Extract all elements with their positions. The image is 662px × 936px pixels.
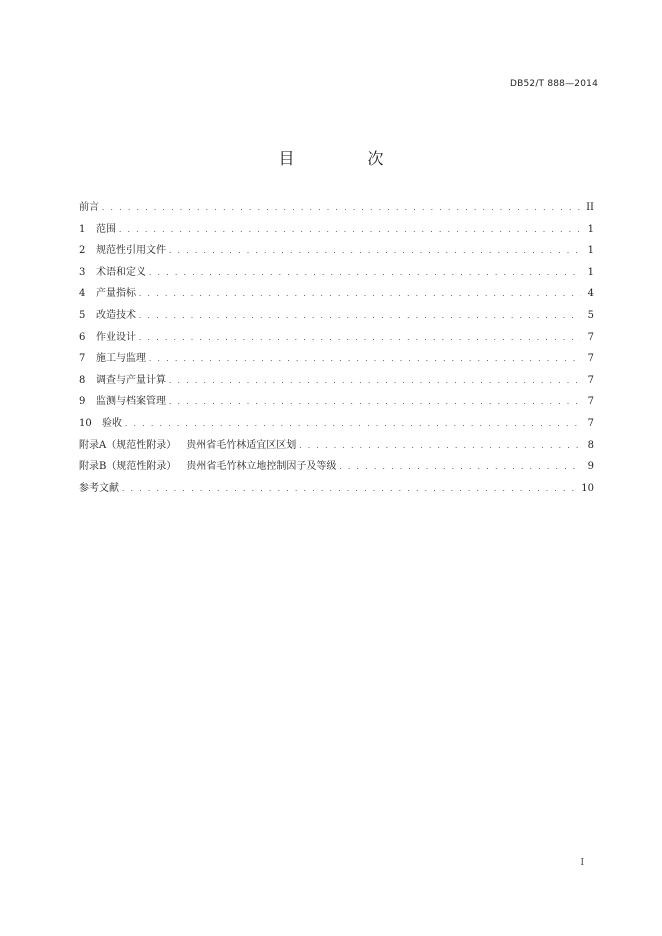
toc-entry-number: 9	[79, 396, 86, 408]
toc-entry-bibliography[interactable]	[79, 479, 594, 501]
toc-entry-label: 规范性引用文件	[96, 245, 166, 257]
toc-entry-label: 参考文献	[79, 482, 119, 494]
dot-leader	[119, 226, 581, 234]
dot-leader	[169, 377, 581, 385]
dot-leader	[149, 269, 581, 277]
dot-leader	[139, 334, 581, 342]
toc-entry-label: 施工与监理	[96, 353, 146, 365]
toc-entry-scope[interactable]	[79, 220, 594, 242]
dot-leader	[102, 204, 581, 212]
toc-page-number: 4	[587, 288, 594, 300]
table-of-contents	[79, 198, 594, 500]
toc-page-number: 7	[587, 331, 594, 343]
toc-entry-label: 术语和定义	[96, 266, 146, 278]
toc-entry-construction-supervision[interactable]	[79, 349, 594, 371]
appendix-title: 贵州省毛竹林适宜区区划	[186, 439, 297, 451]
toc-entry-label: 产量指标	[96, 288, 136, 300]
toc-page-number: 8	[587, 439, 594, 451]
dot-leader	[169, 247, 581, 255]
toc-entry-yield-indicators[interactable]	[79, 284, 594, 306]
toc-entry-label: 前言	[79, 202, 99, 213]
toc-entry-improvement-techniques[interactable]	[79, 306, 594, 328]
dot-leader	[299, 442, 581, 450]
dot-leader	[149, 355, 581, 363]
toc-entry-operation-design[interactable]	[79, 328, 594, 350]
toc-page-number: II	[586, 202, 594, 213]
toc-entry-label: 作业设计	[96, 331, 136, 343]
toc-entry-number: 8	[79, 374, 86, 386]
dot-leader	[125, 420, 581, 428]
document-code: DB52/T 888—2014	[509, 79, 598, 89]
toc-entry-foreword[interactable]	[79, 198, 594, 220]
toc-entry-appendix-b[interactable]	[79, 457, 594, 479]
dot-leader	[339, 463, 581, 471]
toc-page-number: 10	[581, 482, 594, 494]
dot-leader	[139, 290, 581, 298]
toc-page-number: 1	[587, 223, 594, 235]
toc-entry-number: 1	[79, 223, 86, 235]
page-number: I	[580, 858, 584, 868]
toc-entry-number: 6	[79, 331, 86, 343]
toc-page-number: 1	[587, 266, 594, 278]
toc-entry-label: 调查与产量计算	[96, 374, 166, 386]
toc-entry-appendix-a[interactable]	[79, 436, 594, 458]
toc-entry-survey-yield-calculation[interactable]	[79, 371, 594, 393]
dot-leader	[139, 312, 581, 320]
toc-page-number: 7	[587, 396, 594, 408]
toc-page-number: 5	[587, 309, 594, 321]
dot-leader	[122, 485, 578, 493]
toc-entry-label: 范围	[96, 223, 116, 235]
toc-entry-number: 2	[79, 245, 86, 257]
toc-page-number: 7	[587, 417, 594, 429]
appendix-designation: 附录B（规范性附录）	[79, 461, 177, 473]
toc-page-number: 9	[587, 461, 594, 473]
dot-leader	[169, 398, 581, 406]
toc-entry-normative-references[interactable]	[79, 241, 594, 263]
toc-entry-label: 监测与档案管理	[96, 396, 166, 408]
toc-entry-acceptance[interactable]	[79, 414, 594, 436]
toc-entry-number: 3	[79, 266, 86, 278]
toc-entry-monitoring-archives[interactable]	[79, 392, 594, 414]
toc-entry-number: 10	[79, 417, 92, 429]
toc-entry-label	[79, 457, 336, 472]
toc-entry-number: 5	[79, 309, 86, 321]
toc-entry-label	[79, 436, 296, 451]
appendix-designation: 附录A（规范性附录）	[79, 439, 177, 451]
toc-entry-number: 7	[79, 353, 86, 365]
toc-page-number: 7	[587, 353, 594, 365]
page-title: 目 次	[278, 149, 418, 168]
appendix-title: 贵州省毛竹林立地控制因子及等级	[186, 461, 337, 473]
toc-entry-terms-definitions[interactable]	[79, 263, 594, 285]
toc-entry-label: 验收	[102, 417, 122, 429]
toc-page-number: 7	[587, 374, 594, 386]
toc-page-number: 1	[587, 245, 594, 257]
toc-entry-number: 4	[79, 288, 86, 300]
toc-entry-label: 改造技术	[96, 309, 136, 321]
